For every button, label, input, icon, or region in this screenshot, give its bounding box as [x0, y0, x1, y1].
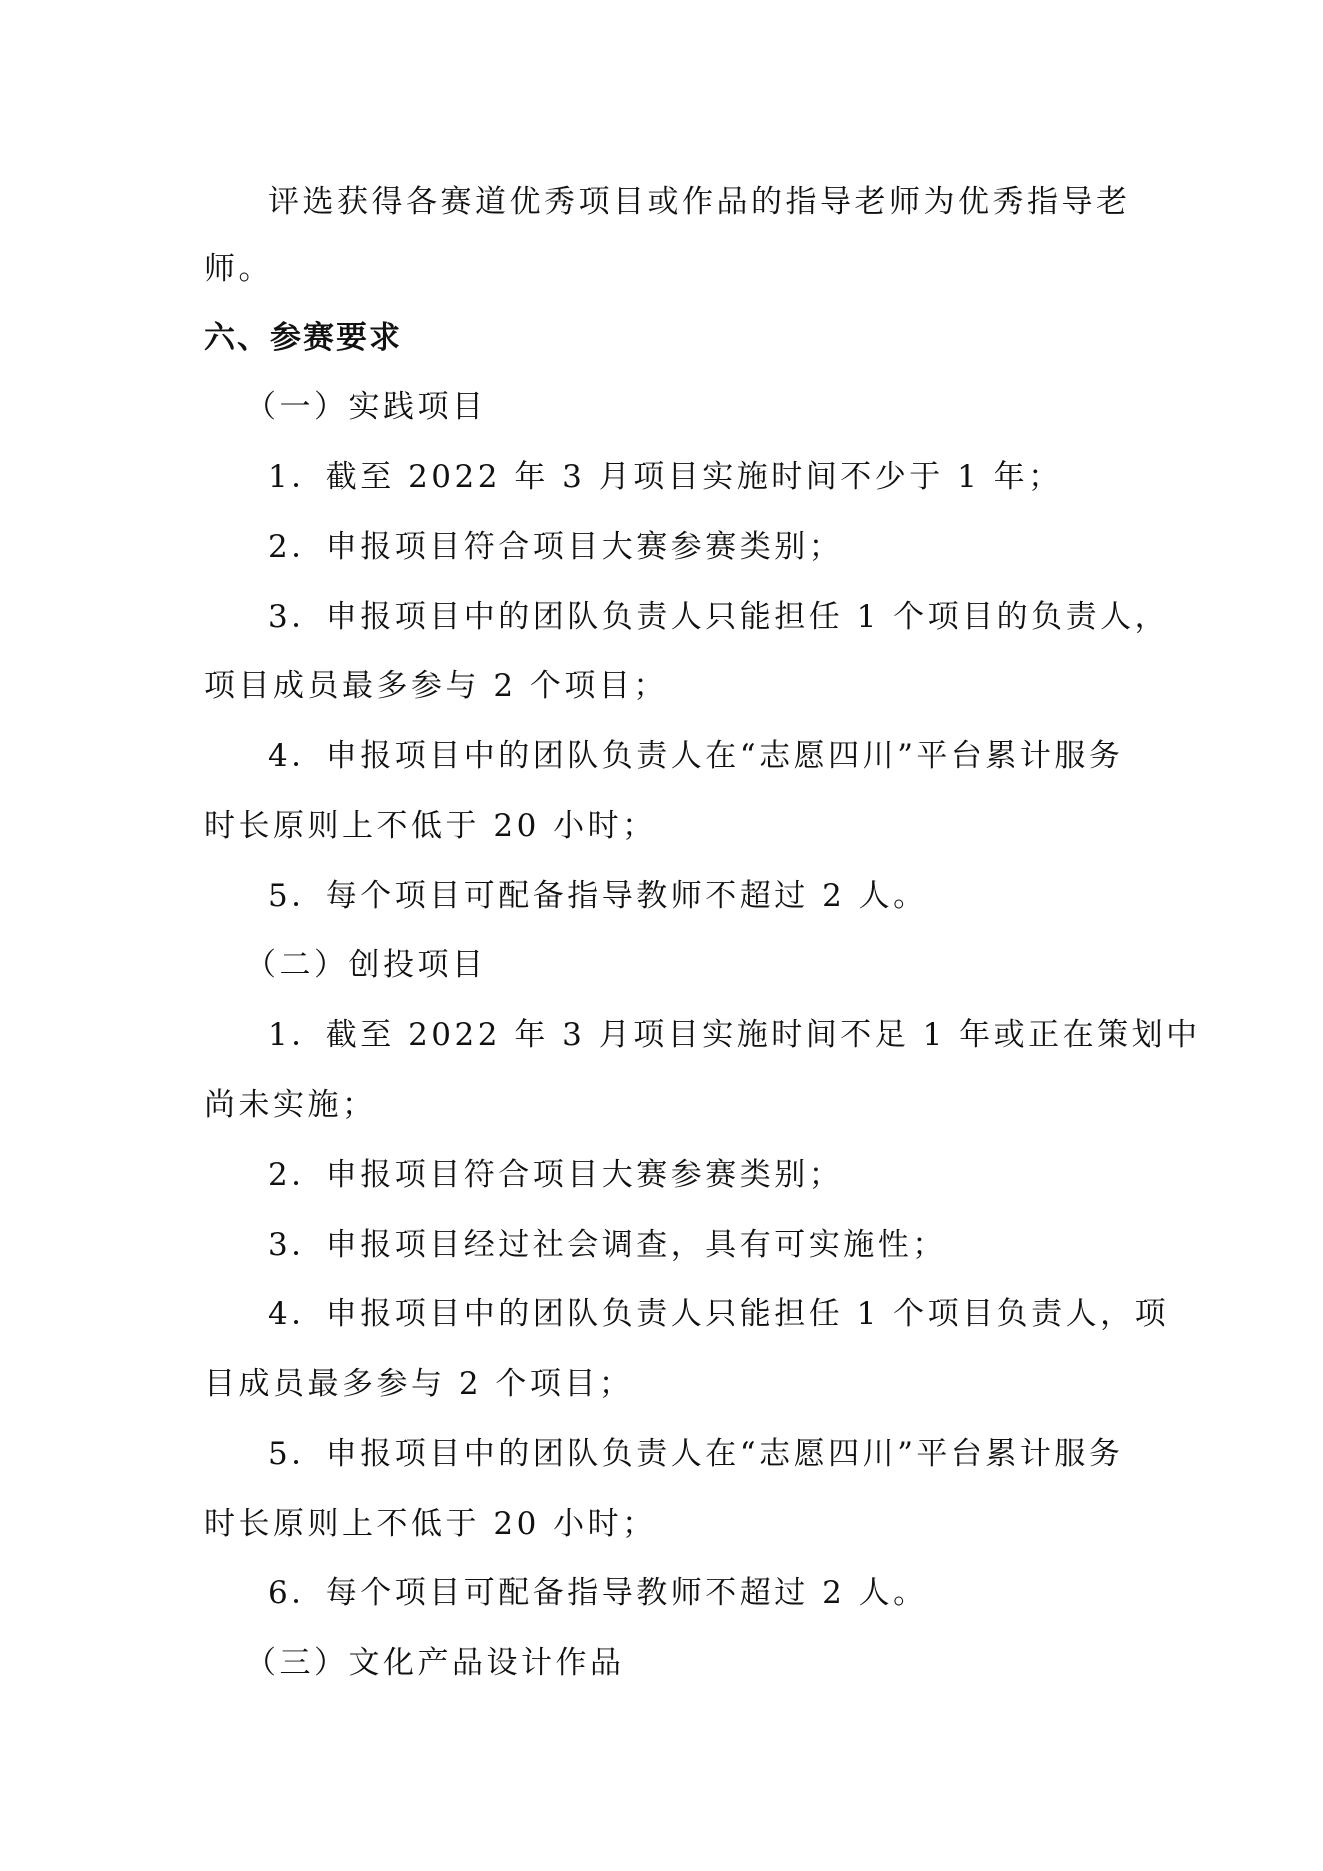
paragraph-line: 2．申报项目符合项目大赛参赛类别；	[268, 529, 844, 565]
paragraph-line: 2．申报项目符合项目大赛参赛类别；	[268, 1157, 844, 1193]
paragraph-line: 5．每个项目可配备指导教师不超过 2 人。	[268, 878, 928, 914]
subsection-heading: （三）文化产品设计作品	[245, 1645, 625, 1681]
paragraph-line: 6．每个项目可配备指导教师不超过 2 人。	[268, 1575, 928, 1611]
paragraph-line: 1．截至 2022 年 3 月项目实施时间不少于 1 年；	[268, 459, 1063, 495]
paragraph-line: 1．截至 2022 年 3 月项目实施时间不足 1 年或正在策划中	[268, 1017, 1201, 1053]
paragraph-line: 师。	[204, 251, 273, 287]
paragraph-line: 5．申报项目中的团队负责人在“志愿四川”平台累计服务	[268, 1436, 1124, 1472]
paragraph-line: 目成员最多参与 2 个项目；	[204, 1366, 634, 1402]
paragraph-line: 评选获得各赛道优秀项目或作品的指导老师为优秀指导老	[268, 184, 1131, 220]
paragraph-line: 4．申报项目中的团队负责人在“志愿四川”平台累计服务	[268, 738, 1124, 774]
paragraph-line: 3．申报项目经过社会调查，具有可实施性；	[268, 1227, 947, 1263]
paragraph-line: 时长原则上不低于 20 小时；	[204, 808, 657, 844]
paragraph-line: 尚未实施；	[204, 1087, 377, 1123]
paragraph-line: 4．申报项目中的团队负责人只能担任 1 个项目负责人，项	[268, 1296, 1170, 1332]
section-heading: 六、参赛要求	[204, 320, 402, 356]
paragraph-line: 3．申报项目中的团队负责人只能担任 1 个项目的负责人，	[268, 599, 1170, 635]
paragraph-line: 时长原则上不低于 20 小时；	[204, 1506, 657, 1542]
subsection-heading: （一）实践项目	[245, 389, 487, 425]
subsection-heading: （二）创投项目	[245, 947, 487, 983]
paragraph-line: 项目成员最多参与 2 个项目；	[204, 668, 668, 704]
